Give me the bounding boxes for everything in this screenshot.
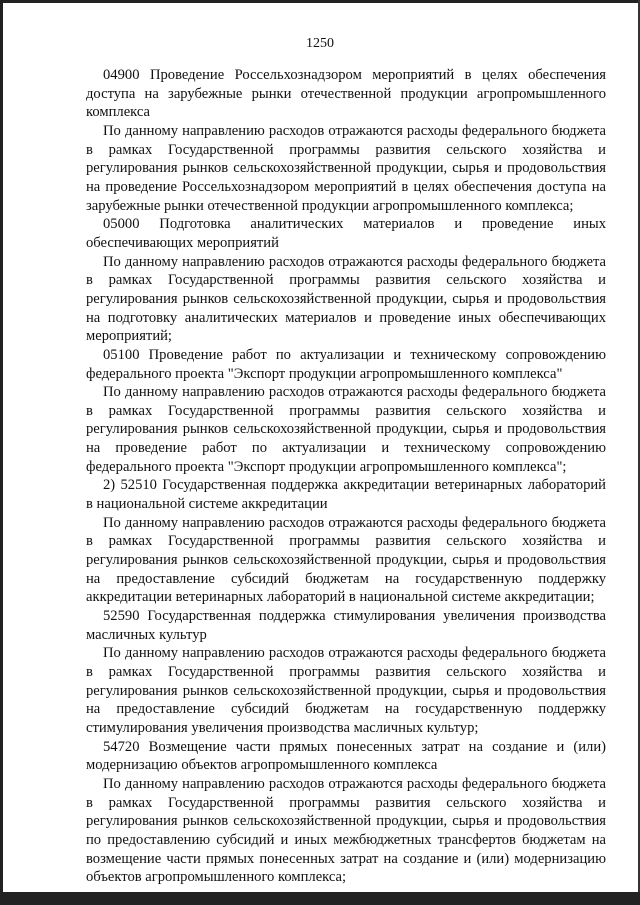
paragraph-54720-description: По данному направлению расходов отражаются расходы федерального бюджета в рамках Государственной программы развития сельского хозяйства и регулирования рынков сельскохозяйственной продукции, сырья и продовольствия по предоставлению субсидий и иных межбюджетных трансфертов бюджетам на возмещение части прямых понесенных затрат на создание и (или) модернизацию объектов агропромышленного комплекса; — [86, 775, 606, 886]
paragraph-54720-heading: 54720 Возмещение части прямых понесенных затрат на создание и (или) модернизацию объектов агропромышленного комплекса — [86, 738, 606, 774]
scan-border-top — [0, 0, 640, 3]
paragraph-52590-heading: 52590 Государственная поддержка стимулирования увеличения производства масличных культур — [86, 608, 606, 643]
paragraph-05000-description: По данному направлению расходов отражаются расходы федерального бюджета в рамках Государственной программы развития сельского хозяйства и регулирования рынков сельскохозяйственной продукции, сырья и продовольствия на подготовку аналитических материалов и проведение иных обеспечивающих мероприятий; — [86, 253, 606, 345]
paragraph-05100-heading: 05100 Проведение работ по актуализации и техническому сопровождению федерального проекта "Экспорт продукции агропромышленного комплекса" — [86, 346, 606, 382]
paragraph-04900-description: По данному направлению расходов отражаются расходы федерального бюджета в рамках Государственной программы развития сельского хозяйства и регулирования рынков сельскохозяйственной продукции, сырья и продовольствия на проведение Россельхознадзором мероприятий в целях обеспечения доступа на зарубежные рынки отечественной продукции агропромышленного комплекса; — [86, 122, 606, 214]
paragraph-05000-heading: 05000 Подготовка аналитических материалов и проведение иных обеспечивающих мероприятий — [86, 216, 606, 251]
document-body — [86, 66, 606, 887]
scan-border-bottom — [0, 892, 640, 905]
paragraph-52510-heading: 2) 52510 Государственная поддержка аккредитации ветеринарных лабораторий в национальной системе аккредитации — [86, 477, 606, 513]
scan-border-left — [0, 0, 3, 905]
paragraph-52510-description: По данному направлению расходов отражаются расходы федерального бюджета в рамках Государственной программы развития сельского хозяйства и регулирования рынков сельскохозяйственной продукции, сырья и продовольствия на предоставление субсидий бюджетам на государственную поддержку аккредитации ветеринарных лабораторий в национальной системе аккредитации; — [86, 514, 606, 606]
paragraph-04900-heading: 04900 Проведение Россельхознадзором мероприятий в целях обеспечения доступа на зарубежные рынки отечественной продукции агропромышленного комплекса — [86, 67, 606, 121]
paragraph-52590-description: По данному направлению расходов отражаются расходы федерального бюджета в рамках Государственной программы развития сельского хозяйства и регулирования рынков сельскохозяйственной продукции, сырья и продовольствия на предоставление субсидий бюджетам на государственную поддержку стимулирования увеличения производства масличных культур; — [86, 645, 606, 736]
page-number: 1250 — [306, 36, 334, 51]
paragraph-05100-description: По данному направлению расходов отражаются расходы федерального бюджета в рамках Государственной программы развития сельского хозяйства и регулирования рынков сельскохозяйственной продукции, сырья и продовольствия на проведение работ по актуализации и техническому сопровождению федерального проекта "Экспорт продукции агропромышленного комплекса"; — [86, 384, 606, 475]
